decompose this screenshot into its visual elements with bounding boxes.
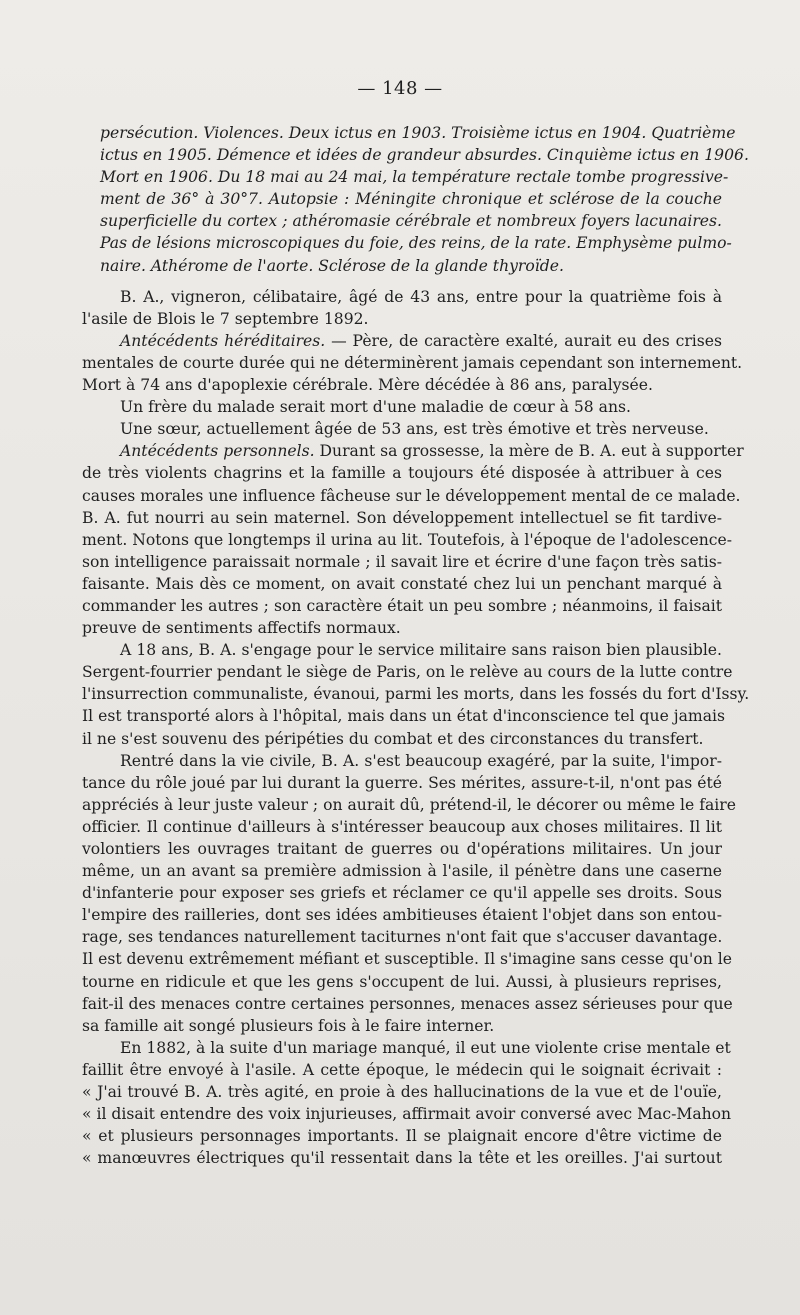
text-line (82, 639, 722, 661)
case-summary (82, 122, 749, 277)
line-text: l'insurrection communaliste, évanoui, parmi les morts, dans les fossés du fort d'Issy. (82, 685, 750, 704)
text-line (82, 794, 736, 816)
text-line (82, 573, 722, 595)
line-text: l'empire des railleries, dont ses idées ambitieuses étaient l'objet dans son entou- (82, 906, 722, 925)
line-text: preuve de sentiments affectifs normaux. (82, 619, 401, 638)
text-line (82, 1037, 731, 1059)
text-line (82, 485, 741, 507)
summary-line: naire. Athérome de l'aorte. Sclérose de la glande thyroïde. (100, 256, 564, 275)
line-text: — Père, de caractère exalté, aurait eu des crises (325, 331, 722, 350)
text-line (82, 661, 733, 683)
line-text: commander les autres ; son caractère était un peu sombre ; néanmoins, il faisait (82, 596, 722, 615)
line-text: A 18 ans, B. A. s'engage pour le service militaire sans raison bien plausible. (120, 641, 722, 660)
line-text: Sergent-fourrier pendant le siège de Paris, on le relève au cours de la lutte contre (82, 663, 733, 682)
text-line (82, 971, 722, 993)
line-text: rage, ses tendances naturellement taciturnes n'ont fait que s'accuser davantage. (82, 928, 723, 947)
line-text: l'asile de Blois le 7 septembre 1892. (82, 309, 369, 328)
text-line (82, 728, 722, 750)
line-text: fait-il des menaces contre certaines personnes, menaces assez sérieuses pour que (82, 994, 733, 1013)
summary-line: Mort en 1906. Du 18 mai au 24 mai, la température rectale tombe progressive- (100, 168, 729, 187)
text-line (82, 993, 733, 1015)
text-line (82, 1103, 732, 1125)
text-line (82, 1125, 722, 1147)
text-line (82, 308, 722, 330)
paragraph (82, 1037, 732, 1170)
line-text: d'infanterie pour exposer ses griefs et réclamer ce qu'il appelle ses droits. Sous (82, 884, 722, 903)
line-text: son intelligence paraissait normale ; il savait lire et écrire d'une façon très satis- (82, 552, 722, 571)
line-text: Mort à 74 ans d'apoplexie cérébrale. Mère décédée à 86 ans, paralysée. (82, 376, 653, 395)
line-text: Un frère du malade serait mort d'une maladie de cœur à 58 ans. (120, 398, 631, 417)
text-line (82, 330, 722, 352)
text-line (82, 529, 733, 551)
line-text: causes morales une influence fâcheuse sur le développement mental de ce malade. (82, 486, 741, 505)
text-line (82, 926, 722, 948)
text-line (82, 286, 722, 308)
text-line (82, 1081, 722, 1103)
text-line (82, 750, 722, 772)
line-text: même, un an avant sa première admission à l'asile, il pénètre dans une caserne (82, 862, 722, 881)
line-text: faillit être envoyé à l'asile. A cette époque, le médecin qui le soignait écrivait : (82, 1060, 722, 1079)
summary-line: superficielle du cortex ; athéromasie cérébrale et nombreux foyers lacunaires. (100, 212, 722, 231)
paragraph (82, 396, 722, 418)
text-line (82, 352, 743, 374)
text-line (82, 705, 725, 727)
section-heading: Antécédents personnels. (120, 442, 315, 461)
text-line (82, 507, 722, 529)
paragraph (82, 418, 722, 440)
paragraph (82, 440, 744, 639)
text-line (82, 418, 722, 440)
text-line (82, 1059, 722, 1081)
line-text: « J'ai trouvé B. A. très agité, en proie à des hallucinations de la vue et de l'ouïe, (82, 1083, 722, 1102)
line-text: En 1882, à la suite d'un mariage manqué, il eut une violente crise mentale et (120, 1038, 731, 1057)
line-text: il ne s'est souvenu des péripéties du combat et des circonstances du transfert. (82, 729, 704, 748)
line-text: B. A. fut nourri au sein maternel. Son développement intellectuel se fit tardive- (82, 508, 722, 527)
text-line (82, 396, 722, 418)
line-text: volontiers les ouvrages traitant de guerres ou d'opérations militaires. Un jour (82, 840, 722, 858)
text-line (82, 595, 722, 617)
text-line (82, 617, 722, 639)
text-line (82, 904, 722, 926)
line-text: mentales de courte durée qui ne déterminèrent jamais cependant son internement. (82, 353, 743, 372)
section-heading: Antécédents héréditaires. (120, 331, 326, 350)
case-text (82, 286, 750, 1170)
paragraph (82, 330, 743, 396)
text-line (82, 948, 732, 970)
summary-line: persécution. Violences. Deux ictus en 1903. Troisième ictus en 1904. Quatrième (100, 124, 736, 142)
summary-line: Pas de lésions microscopiques du foie, des reins, de la rate. Emphysème pulmo- (100, 234, 732, 253)
line-text: Durant sa grossesse, la mère de B. A. eut à supporter (314, 442, 744, 461)
line-text: Il est transporté alors à l'hôpital, mais dans un état d'inconscience tel que jamais (82, 707, 725, 726)
text-line (82, 816, 722, 838)
text-line (82, 551, 722, 573)
text-line (82, 860, 722, 882)
line-text: « et plusieurs personnages importants. Il se plaignait encore d'être victime de (82, 1127, 722, 1146)
text-line (82, 462, 722, 484)
text-line (82, 882, 722, 904)
line-text: ment. Notons que longtemps il urina au lit. Toutefois, à l'époque de l'adolescence- (82, 530, 733, 549)
line-text: tance du rôle joué par lui durant la guerre. Ses mérites, assure-t-il, n'ont pas été (82, 773, 722, 792)
line-text: faisante. Mais dès ce moment, on avait constaté chez lui un penchant marqué à (82, 574, 722, 593)
line-text: sa famille ait songé plusieurs fois à le faire interner. (82, 1016, 495, 1035)
text-line (82, 683, 750, 705)
line-text: Il est devenu extrêmement méfiant et susceptible. Il s'imagine sans cesse qu'on le (82, 950, 732, 969)
summary-line: ictus en 1905. Démence et idées de grandeur absurdes. Cinquième ictus en 1906. (100, 146, 749, 165)
text-line (82, 374, 722, 396)
line-text: « il disait entendre des voix injurieuses, affirmait avoir conversé avec Mac-Mahon (82, 1105, 732, 1124)
summary-line: ment de 36° à 30°7. Autopsie : Méningite chronique et sclérose de la couche (100, 190, 722, 209)
paragraph (82, 750, 736, 1037)
line-text: officier. Il continue d'ailleurs à s'intéresser beaucoup aux choses militaires. Il lit (82, 817, 722, 836)
text-line (82, 772, 722, 794)
line-text: tourne en ridicule et que les gens s'occupent de lui. Aussi, à plusieurs reprises, (82, 972, 722, 991)
paragraph (82, 639, 750, 749)
text-line (82, 838, 722, 860)
page-number: — 148 — (357, 78, 443, 99)
line-text: Rentré dans la vie civile, B. A. s'est beaucoup exagéré, par la suite, l'impor- (120, 751, 722, 770)
text-line (82, 440, 744, 462)
line-text: « manœuvres électriques qu'il ressentait dans la tête et les oreilles. J'ai surtout (82, 1149, 722, 1168)
line-text: appréciés à leur juste valeur ; on aurait dû, prétend-il, le décorer ou même le faire (82, 795, 736, 814)
line-text: de très violents chagrins et la famille a toujours été disposée à attribuer à ces (82, 464, 722, 483)
line-text: Une sœur, actuellement âgée de 53 ans, est très émotive et très nerveuse. (120, 420, 709, 439)
line-text: B. A., vigneron, célibataire, âgé de 43 ans, entre pour la quatrième fois à (120, 287, 722, 306)
paragraph (82, 286, 722, 330)
page-body (82, 122, 750, 1169)
text-line (82, 1147, 722, 1169)
text-line (82, 1015, 722, 1037)
